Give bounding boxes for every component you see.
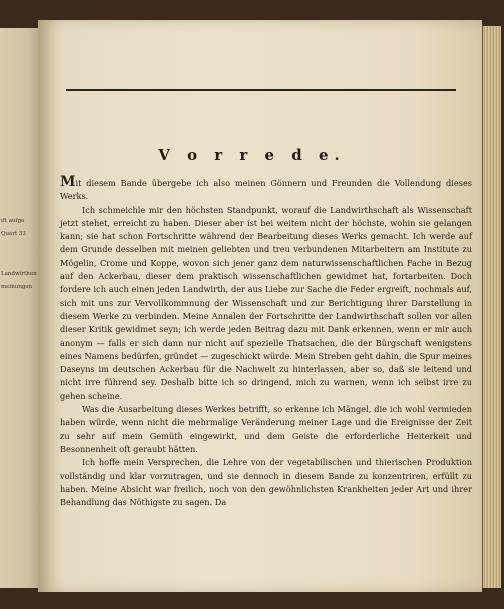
paragraph-text: Ich schmeichle mir den höchsten Standpunkt, worauf die Landwirthschaft als Wissenschaft jetzt stehet, erreicht zu haben. Dieser aber ist bei weitem nicht der höchste, wohin sie gelangen kann; sie hat schon Fortschritte während der Bearbeitung dieses Werks gemacht. Ich werde auf dem Grunde desselben mit meinen geliebten und treu verbundenen Mitarbeitern am Institute zu Mögelin, Crome und Koppe, wovon sich jener ganz dem naturwissenschaftlichen Fache in Bezug auf den Ackerbau, dieser dem praktisch wissenschaftlichen gewidmet hat, fortarbeiten. Doch fordere ich auch einen jeden Landwirth, der aus Liebe zur Sache die Feder ergreift, nochmals auf, sich mit uns zur Vervollkommnung der Wissenschaft und zur Berichtigung ihrer Darstellung in diesem Werke zu verbinden. Meine Annalen der Fortschritte der Landwirthschaft sollen vor allen dieser Kritik gewidmet seyn; ich werde jeden Beitrag dazu mit Dank erkennen, wenn er mir auch anonym — falls er sich dann nur nicht auf spezielle Thatsachen, die der Bürgschaft wenigstens eines Namens bedürfen, gründet — zugeschickt würde. Mein Streben geht dahin, die Spur meines Daseyns im deutschen Ackerbau für die Nachwelt zu hinterlassen, aber so, daß sie leitend und nicht irre führend sey. Deshalb bitte ich so dringend, mich zu warnen, wenn ich selbst irre zu gehen scheine. — [60, 204, 472, 401]
preface-body — [60, 174, 472, 509]
paragraph — [60, 456, 472, 509]
paragraph — [60, 174, 472, 204]
facing-page-edge — [0, 28, 41, 588]
paragraph-text: Was die Ausarbeitung dieses Werkes betrifft, so erkenne ich Mängel, die ich wohl vermieden haben würde, wenn nicht die mehrmalige Veränderung meiner Lage und die Ereignisse der Zeit zu sehr auf mein Gemüth eingewirkt, und dem Geiste die erforderliche Heiterkeit und Besonnenheit oft geraubt hätten. — [60, 404, 472, 454]
facing-page-line: Quart 33 — [1, 231, 26, 237]
facing-page-line: meinungen — [1, 284, 33, 290]
facing-page-line: ift aufgo — [1, 218, 25, 224]
paragraph-text: it diesem Bande übergebe ich also meinen Gönnern und Freunden die Vollendung dieses Werks. — [60, 178, 472, 202]
paragraph — [60, 204, 472, 403]
drop-cap: M — [60, 174, 76, 190]
header-rule — [66, 89, 456, 91]
paragraph — [60, 403, 472, 456]
paragraph-text: Ich hoffe mein Versprechen, die Lehre von der vegetabilischen und thierischen Produktion vollständig und klar vorzutragen, und sie dennoch in diesem Bande zu konzentriren, erfüllt zu haben. Meine Absicht war freilich, noch von den gewöhnlichsten Krankheiten jeder Art und ihrer Behandlung das Nöthigste zu sagen. Da — [60, 457, 472, 508]
page-edges — [482, 26, 501, 588]
facing-page-line: Landwirthen — [1, 271, 37, 277]
page-heading: V o r r e d e. — [158, 146, 346, 164]
